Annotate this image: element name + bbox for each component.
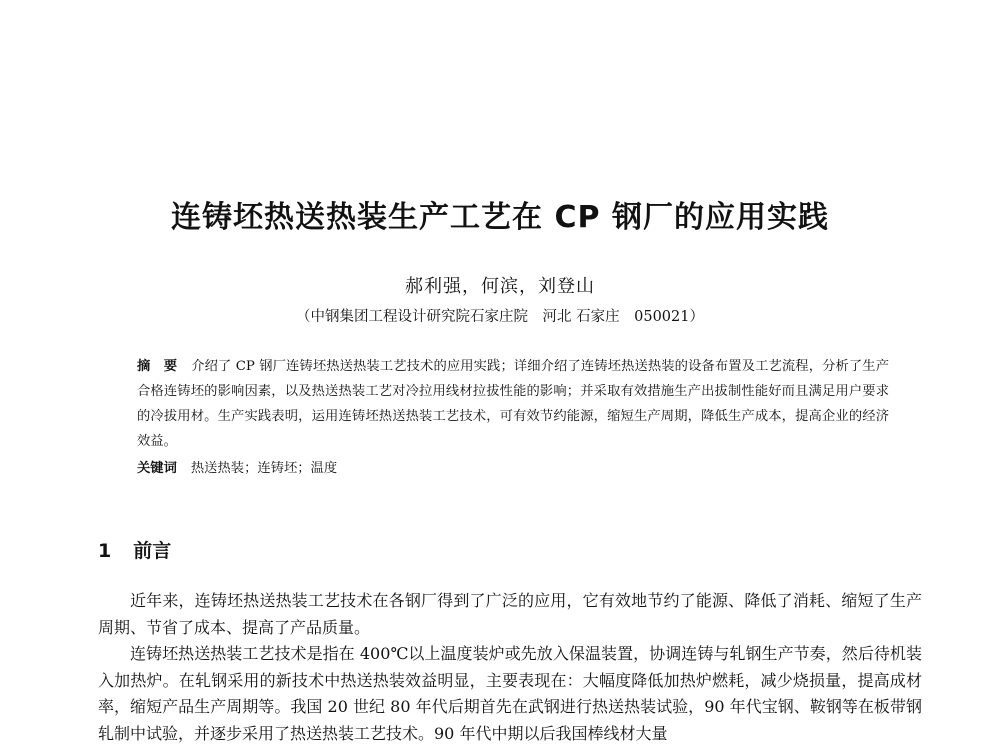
section-number: 1: [98, 540, 112, 562]
section-heading: [98, 536, 171, 563]
affiliation: （中钢集团工程设计研究院石家庄院 河北 石家庄 050021）: [296, 309, 704, 325]
body-text: [98, 588, 922, 747]
keywords: [137, 459, 889, 479]
paragraph: 连铸坯热送热装工艺技术是指在 400℃以上温度装炉或先放入保温装置，协调连铸与轧钢生产节奏，然后待机装入加热炉。在轧钢采用的新技术中热送热装效益明显，主要表现在：大幅度降低加热炉燃耗，减少烧损量，提高成材率，缩短产品生产周期等。我国 20 世纪 80 年代后期首先在武钢进行热送热装试验，90 年代宝钢、鞍钢等在板带钢轧制中试验，并逐步采用了热送热装工艺技术。90 年代中期以后我国棒线材大量: [98, 644, 922, 743]
authors: 郝利强，何滨，刘登山: [405, 276, 595, 297]
keywords-text: 热送热装；连铸坯；温度: [190, 461, 338, 476]
paragraph: 近年来，连铸坯热送热装工艺技术在各钢厂得到了广泛的应用，它有效地节约了能源、降低了消耗、缩短了生产周期、节省了成本、提高了产品质量。: [98, 591, 922, 637]
section-title: 前言: [133, 540, 172, 562]
abstract-text: 介绍了 CP 钢厂连铸坯热送热装工艺技术的应用实践；详细介绍了连铸坯热送热装的设备布置及工艺流程，分析了生产合格连铸坯的影响因素，以及热送热装工艺对冷拉用线材拉拔性能的影响；并采取有效措施生产出拔制性能好而且满足用户要求的冷拔用材。生产实践表明，运用连铸坯热送热装工艺技术，可有效节约能源，缩短生产周期，降低生产成本，提高企业的经济效益。: [137, 359, 890, 449]
paper-title: 连铸坯热送热装生产工艺在 CP 钢厂的应用实践: [171, 200, 829, 235]
keywords-label: 关键词: [137, 461, 177, 476]
abstract: [137, 354, 889, 454]
abstract-label: 摘 要: [137, 359, 178, 374]
